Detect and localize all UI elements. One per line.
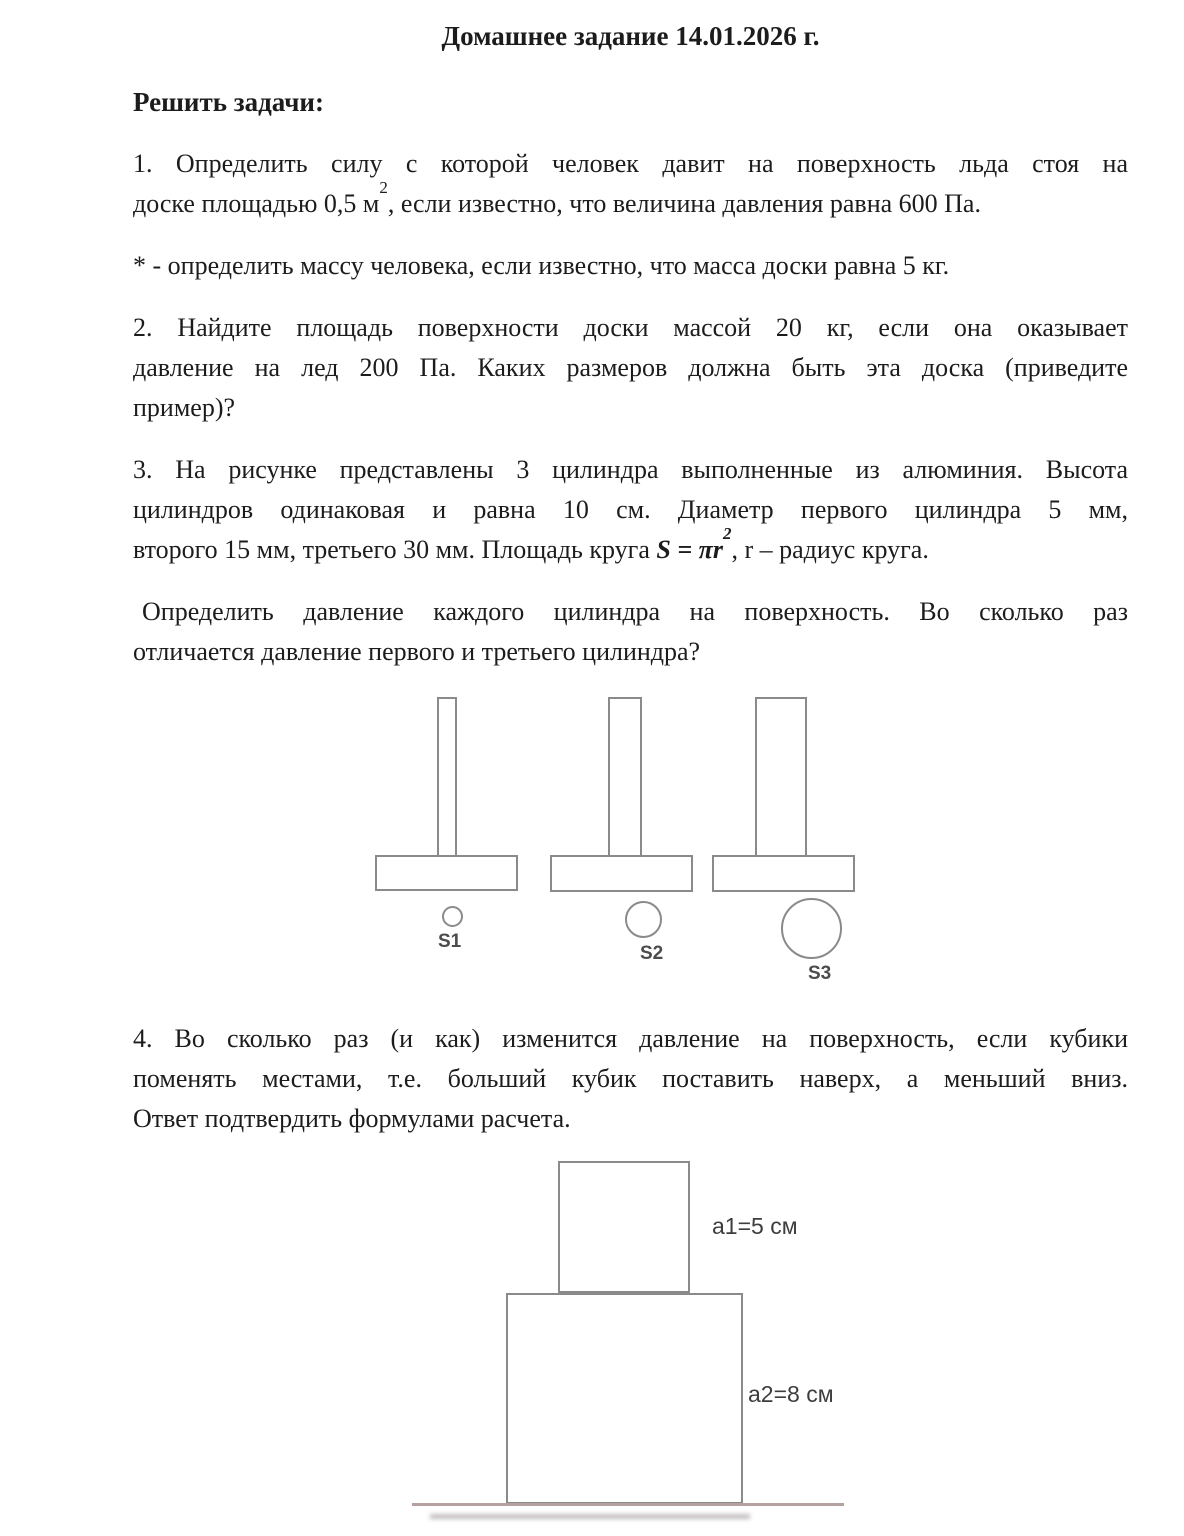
cylinder-1-base — [375, 855, 518, 891]
task-3-line-3 — [133, 524, 1128, 570]
task-3-question-line-2: отличается давление первого и третьего цилиндра? — [133, 637, 701, 666]
task-3-line-3-text-cont: , r – радиус круга. — [731, 535, 929, 564]
page-title: Домашнее задание 14.01.2026 г. — [441, 21, 820, 51]
task-1-star-line: * - определить массу человека, если известно, что масса доски равна 5 кг. — [133, 251, 950, 280]
task-1-line-2-text: доске площадью 0,5 м — [133, 189, 380, 218]
section-heading: Решить задачи: — [133, 87, 324, 117]
task-3-line-1: 3. На рисунке представлены 3 цилиндра выполненные из алюминия. Высота — [133, 455, 1128, 484]
task-1 — [133, 144, 1128, 224]
task-2-line-2: давление на лед 200 Па. Каких размеров должна быть эта доска (приведите — [133, 353, 1128, 382]
cylinder-2-base — [550, 855, 693, 892]
task-3 — [133, 450, 1128, 570]
cylinder-1-cross-section — [442, 906, 463, 927]
small-cube — [558, 1161, 690, 1293]
cylinder-2-shaft — [608, 697, 642, 857]
task-2-line-3: пример)? — [133, 393, 236, 422]
task-2-line-1: 2. Найдите площадь поверхности доски массой 20 кг, если она оказывает — [133, 313, 1128, 342]
big-cube — [506, 1293, 743, 1504]
cylinder-2-cross-section — [625, 901, 662, 938]
task-4-line-2: поменять местами, т.е. больший кубик поставить наверх, а меньший вниз. — [133, 1064, 1128, 1093]
big-cube-size-label: a2=8 см — [748, 1381, 834, 1407]
cylinders-figure — [0, 694, 1184, 994]
formula-superscript: 2 — [722, 524, 732, 543]
circle-area-formula: S = πr — [656, 535, 723, 564]
task-3-line-2: цилиндров одинаковая и равна 10 см. Диаметр первого цилиндра 5 мм, — [133, 495, 1128, 524]
cubes-figure — [0, 1161, 1184, 1521]
task-1-line-1: 1. Определить силу с которой человек давит на поверхность льда стоя на — [133, 149, 1128, 178]
cylinder-3-base — [712, 855, 855, 892]
cross-section-label-s3: S3 — [808, 963, 832, 984]
cross-section-label-s2: S2 — [640, 943, 664, 964]
small-cube-size-label: a1=5 см — [712, 1213, 798, 1239]
cylinder-3-cross-section — [781, 898, 842, 959]
task-4 — [133, 1019, 1128, 1139]
task-3-line-3-text: второго 15 мм, третьего 30 мм. Площадь круга — [133, 535, 657, 564]
task-4-line-3: Ответ подтвердить формулами расчета. — [133, 1104, 571, 1133]
cylinder-1-shaft — [437, 697, 457, 857]
task-3-question — [133, 592, 1128, 672]
task-3-question-line-1: Определить давление каждого цилиндра на поверхность. Во сколько раз — [142, 597, 1128, 626]
task-1-line-2-text-cont: , если известно, что величина давления равна 600 Па. — [387, 189, 981, 218]
photo-edge-shadow — [430, 1514, 750, 1519]
ground-line — [412, 1503, 844, 1506]
cross-section-label-s1: S1 — [438, 931, 462, 952]
cylinder-3-shaft — [755, 697, 807, 857]
task-1-line-2 — [133, 178, 1128, 224]
task-1-star-note — [133, 246, 1128, 286]
square-meters-superscript: 2 — [379, 178, 388, 197]
task-2 — [133, 308, 1128, 428]
task-4-line-1: 4. Во сколько раз (и как) изменится давление на поверхность, если кубики — [133, 1024, 1128, 1053]
